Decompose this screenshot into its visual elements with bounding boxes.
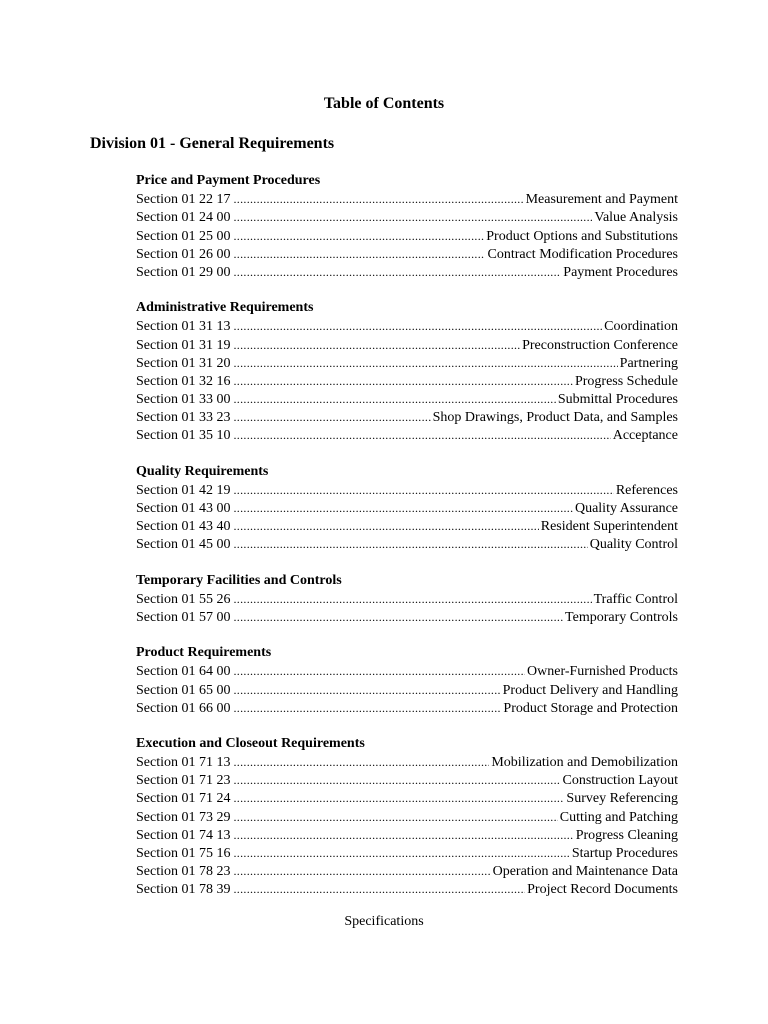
toc-entry[interactable] bbox=[136, 263, 678, 281]
toc-entry[interactable] bbox=[136, 227, 678, 245]
toc-entry-dot-leader bbox=[234, 245, 486, 263]
toc-entry-section-number: Section 01 66 00 bbox=[136, 700, 231, 716]
toc-entry-title: Measurement and Payment bbox=[525, 192, 678, 208]
toc-entry-dot-leader bbox=[234, 862, 491, 880]
toc-entry[interactable] bbox=[136, 608, 678, 626]
toc-entry[interactable] bbox=[136, 517, 678, 535]
toc-group-heading: Quality Requirements bbox=[136, 463, 269, 479]
toc-entry-title: Traffic Control bbox=[593, 591, 678, 607]
toc-entry-title: Preconstruction Conference bbox=[522, 337, 678, 353]
toc-entry[interactable] bbox=[136, 880, 678, 898]
toc-entry-section-number: Section 01 33 23 bbox=[136, 410, 231, 426]
toc-entry-dot-leader bbox=[234, 227, 485, 245]
toc-entry[interactable] bbox=[136, 190, 678, 208]
toc-entry-title: Construction Layout bbox=[562, 773, 678, 789]
toc-entry-title: Owner-Furnished Products bbox=[527, 664, 678, 680]
toc-entry-dot-leader bbox=[234, 662, 526, 680]
toc-entry[interactable] bbox=[136, 789, 678, 807]
toc-entry-section-number: Section 01 31 20 bbox=[136, 355, 231, 371]
toc-entry-dot-leader bbox=[234, 408, 431, 426]
toc-entry-title: Operation and Maintenance Data bbox=[492, 864, 678, 880]
toc-entry[interactable] bbox=[136, 390, 678, 408]
toc-entry[interactable] bbox=[136, 844, 678, 862]
toc-entry[interactable] bbox=[136, 862, 678, 880]
toc-entry-section-number: Section 01 74 13 bbox=[136, 827, 231, 843]
toc-entry[interactable] bbox=[136, 354, 678, 372]
toc-entry-dot-leader bbox=[234, 789, 565, 807]
toc-entry[interactable] bbox=[136, 808, 678, 826]
toc-entry-dot-leader bbox=[234, 390, 556, 408]
toc-entry-dot-leader bbox=[234, 208, 593, 226]
toc-entry-dot-leader bbox=[234, 372, 573, 390]
toc-group-heading: Temporary Facilities and Controls bbox=[136, 572, 342, 588]
toc-entry-section-number: Section 01 24 00 bbox=[136, 210, 231, 226]
toc-entry-dot-leader bbox=[234, 699, 502, 717]
toc-entry-title: Quality Assurance bbox=[574, 501, 678, 516]
toc-entry-section-number: Section 01 78 39 bbox=[136, 882, 231, 898]
toc-entry-title: Cutting and Patching bbox=[559, 809, 678, 825]
toc-entry-section-number: Section 01 31 19 bbox=[136, 337, 231, 353]
toc-entry-dot-leader bbox=[234, 517, 539, 535]
toc-entry-dot-leader bbox=[234, 826, 574, 844]
toc-entry[interactable] bbox=[136, 590, 678, 608]
toc-entry-section-number: Section 01 45 00 bbox=[136, 537, 231, 553]
toc-entry-dot-leader bbox=[234, 499, 573, 517]
toc-entry[interactable] bbox=[136, 699, 678, 717]
toc-entry-title: Temporary Controls bbox=[565, 609, 678, 625]
toc-entry-dot-leader bbox=[234, 190, 524, 208]
toc-entry-title: Shop Drawings, Product Data, and Samples bbox=[432, 410, 678, 426]
toc-entry[interactable] bbox=[136, 499, 678, 517]
toc-entry-section-number: Section 01 43 00 bbox=[136, 501, 231, 516]
toc-entry-title: Coordination bbox=[604, 319, 678, 335]
toc-entry[interactable] bbox=[136, 662, 678, 680]
toc-entry-title: Product Delivery and Handling bbox=[502, 682, 678, 698]
toc-entry-section-number: Section 01 65 00 bbox=[136, 682, 231, 698]
toc-entry-section-number: Section 01 25 00 bbox=[136, 228, 231, 244]
toc-entry-section-number: Section 01 31 13 bbox=[136, 319, 231, 335]
toc-group bbox=[136, 735, 678, 899]
toc-entry[interactable] bbox=[136, 481, 678, 499]
toc-group bbox=[136, 644, 678, 717]
toc-entry-section-number: Section 01 71 13 bbox=[136, 755, 231, 771]
toc-entry[interactable] bbox=[136, 681, 678, 699]
toc-entry-dot-leader bbox=[234, 426, 611, 444]
toc-entry-dot-leader bbox=[234, 880, 526, 898]
toc-entry-dot-leader bbox=[234, 681, 501, 699]
toc-entry[interactable] bbox=[136, 245, 678, 263]
toc-entry-dot-leader bbox=[234, 354, 618, 372]
toc-entry-title: Acceptance bbox=[612, 428, 678, 444]
toc-entry-title: Product Storage and Protection bbox=[503, 700, 678, 716]
toc-group bbox=[136, 463, 678, 554]
toc-entry-section-number: Section 01 29 00 bbox=[136, 264, 231, 280]
toc-group-heading: Administrative Requirements bbox=[136, 300, 314, 316]
division-heading: Division 01 - General Requirements bbox=[90, 135, 335, 152]
toc-entry-dot-leader bbox=[234, 481, 614, 499]
toc-entry-section-number: Section 01 22 17 bbox=[136, 192, 231, 208]
toc-entry-title: References bbox=[615, 482, 678, 498]
toc-entry-title: Resident Superintendent bbox=[540, 519, 678, 535]
toc-entry-title: Progress Cleaning bbox=[575, 827, 678, 843]
toc-entry-title: Progress Schedule bbox=[574, 373, 678, 389]
toc-group-heading: Execution and Closeout Requirements bbox=[136, 735, 365, 751]
toc-entry-dot-leader bbox=[234, 535, 588, 553]
document-title: Table of Contents bbox=[323, 95, 445, 112]
toc-entry-dot-leader bbox=[234, 590, 592, 608]
toc-entry[interactable] bbox=[136, 336, 678, 354]
toc-entry-section-number: Section 01 73 29 bbox=[136, 809, 231, 825]
toc-entry-section-number: Section 01 64 00 bbox=[136, 664, 231, 680]
toc-group-heading: Price and Payment Procedures bbox=[136, 173, 321, 188]
toc-entry-dot-leader bbox=[234, 263, 562, 281]
toc-entry-section-number: Section 01 43 40 bbox=[136, 519, 231, 535]
toc-entry-title: Quality Control bbox=[589, 537, 678, 553]
toc-group bbox=[136, 172, 678, 281]
toc-entry-dot-leader bbox=[234, 771, 561, 789]
toc-entry-dot-leader bbox=[234, 844, 570, 862]
toc-entry-title: Project Record Documents bbox=[527, 882, 678, 898]
toc-entry-title: Partnering bbox=[619, 355, 678, 371]
toc-entry[interactable] bbox=[136, 208, 678, 226]
toc-entry-section-number: Section 01 55 26 bbox=[136, 591, 231, 607]
toc-entry-section-number: Section 01 26 00 bbox=[136, 246, 231, 262]
toc-entry-section-number: Section 01 32 16 bbox=[136, 373, 231, 389]
toc-entry[interactable] bbox=[136, 426, 678, 444]
toc-group bbox=[136, 299, 678, 445]
toc-entry-section-number: Section 01 57 00 bbox=[136, 609, 231, 625]
toc-entry[interactable] bbox=[136, 535, 678, 553]
toc-entry-title: Product Options and Substitutions bbox=[486, 228, 678, 244]
toc-entry-section-number: Section 01 75 16 bbox=[136, 846, 231, 861]
toc-entry-title: Value Analysis bbox=[594, 210, 678, 226]
toc-entry-dot-leader bbox=[234, 336, 521, 354]
toc-entry-section-number: Section 01 42 19 bbox=[136, 482, 231, 498]
toc-entry-section-number: Section 01 71 23 bbox=[136, 773, 231, 789]
toc-entry-section-number: Section 01 78 23 bbox=[136, 864, 231, 880]
toc-entry-dot-leader bbox=[234, 317, 603, 335]
toc-entry-dot-leader bbox=[234, 753, 490, 771]
toc-entry[interactable] bbox=[136, 771, 678, 789]
toc-entry-section-number: Section 01 33 00 bbox=[136, 392, 231, 408]
toc-entry-title: Contract Modification Procedures bbox=[487, 246, 678, 262]
toc-entry[interactable] bbox=[136, 317, 678, 335]
toc-group bbox=[136, 572, 678, 627]
toc-entry-title: Payment Procedures bbox=[563, 264, 678, 280]
page-footer: Specifications bbox=[344, 914, 424, 929]
table-of-contents bbox=[136, 172, 678, 917]
toc-entry[interactable] bbox=[136, 826, 678, 844]
toc-entry-dot-leader bbox=[234, 608, 564, 626]
toc-group-heading: Product Requirements bbox=[136, 645, 272, 661]
toc-entry-dot-leader bbox=[234, 808, 558, 826]
toc-entry-title: Submittal Procedures bbox=[557, 392, 678, 408]
toc-entry-title: Survey Referencing bbox=[566, 791, 678, 807]
toc-entry-title: Startup Procedures bbox=[571, 846, 678, 861]
toc-entry-section-number: Section 01 35 10 bbox=[136, 428, 231, 444]
toc-entry-title: Mobilization and Demobilization bbox=[491, 755, 678, 771]
toc-entry[interactable] bbox=[136, 753, 678, 771]
toc-entry[interactable] bbox=[136, 408, 678, 426]
toc-entry-section-number: Section 01 71 24 bbox=[136, 791, 231, 807]
toc-entry[interactable] bbox=[136, 372, 678, 390]
